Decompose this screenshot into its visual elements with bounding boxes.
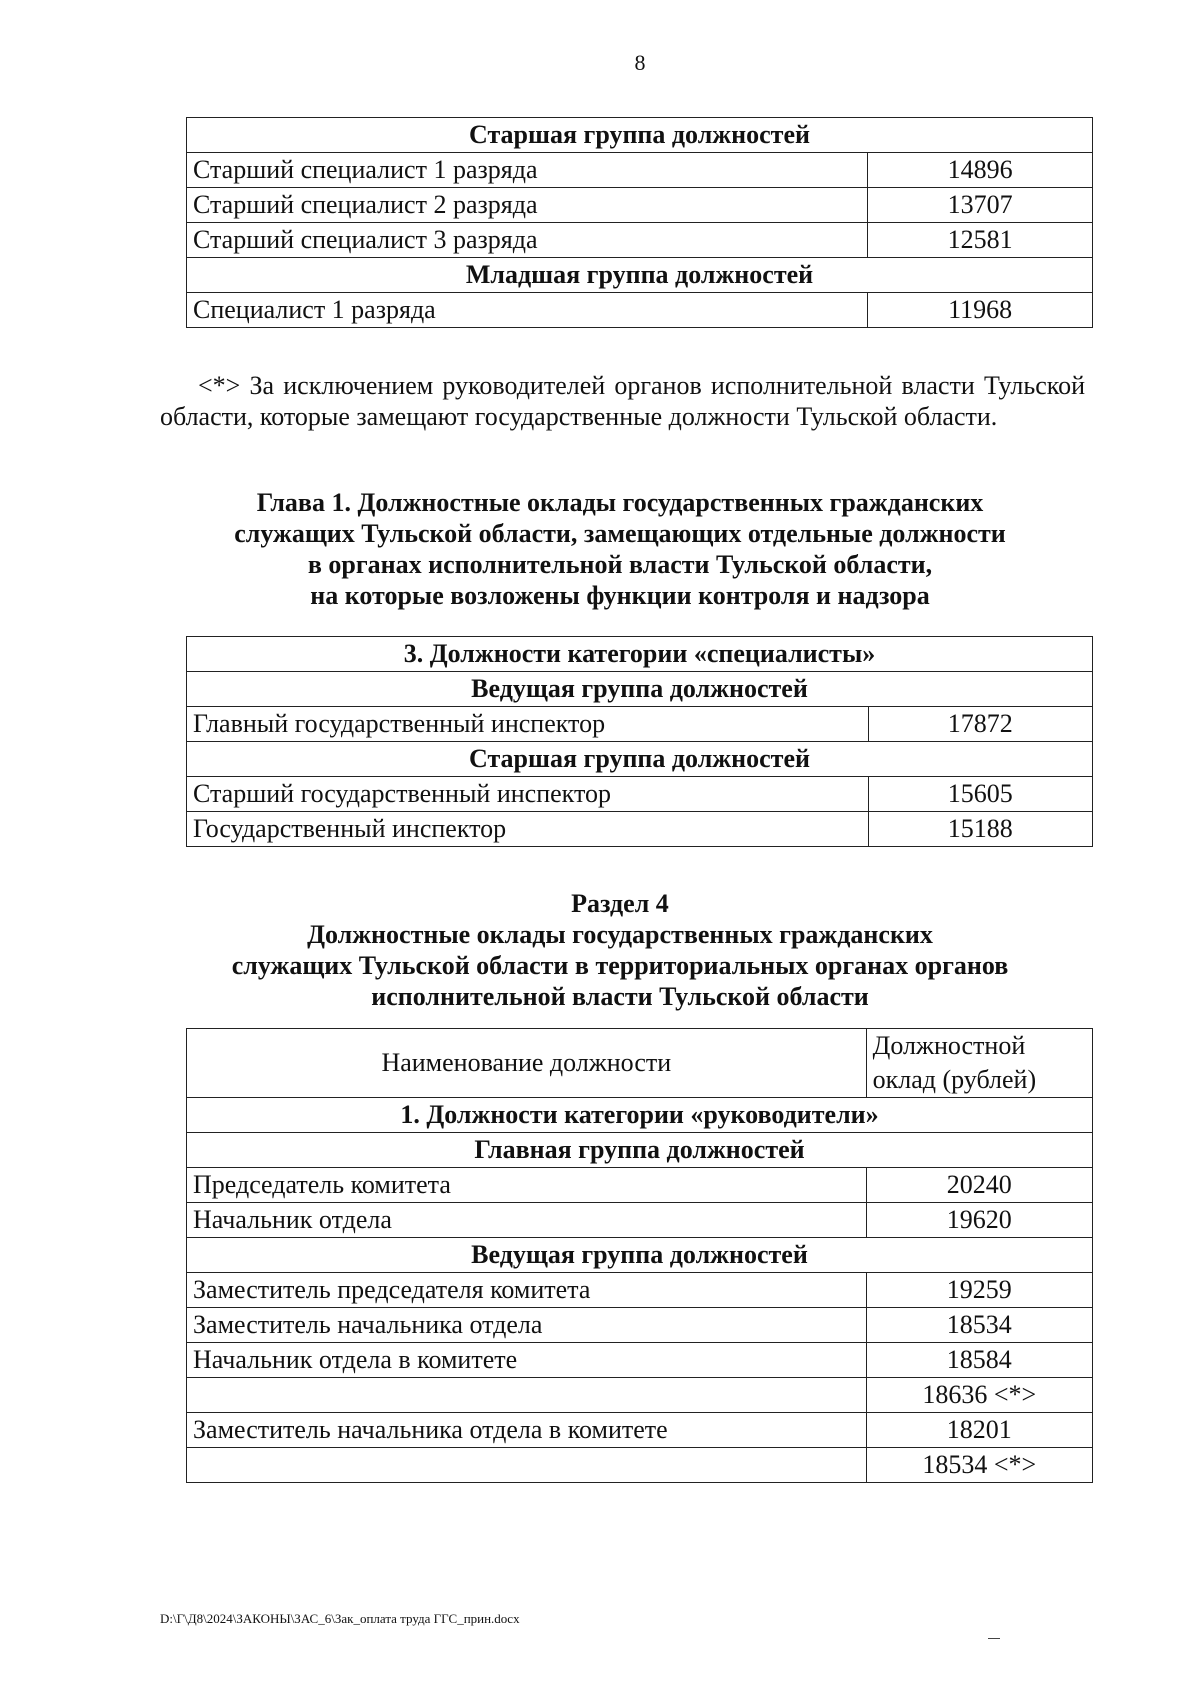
salary-value: 20240 <box>866 1168 1092 1203</box>
group-label: Старшая группа должностей <box>187 118 1093 153</box>
heading-line: на которые возложены функции контроля и надзора <box>310 581 930 610</box>
group-row <box>187 637 1093 672</box>
group-label: 1. Должности категории «руководители» <box>187 1098 1093 1133</box>
salary-table-territorial <box>186 1028 1093 1483</box>
position-name: Старший специалист 1 разряда <box>187 153 868 188</box>
heading-line: в органах исполнительной власти Тульской области, <box>307 550 933 579</box>
group-label: Младшая группа должностей <box>187 258 1093 293</box>
salary-table-inspectors <box>186 636 1093 847</box>
group-row <box>187 118 1093 153</box>
salary-value: 18534 <*> <box>866 1448 1092 1483</box>
group-label: Старшая группа должностей <box>187 742 1093 777</box>
column-header-position: Наименование должности <box>187 1029 867 1098</box>
table-row <box>187 1448 1093 1483</box>
group-row <box>187 1133 1093 1168</box>
salary-value: 18636 <*> <box>866 1378 1092 1413</box>
group-row <box>187 672 1093 707</box>
salary-value: 14896 <box>868 153 1093 188</box>
file-path-footer: D:\Г\Д8\2024\ЗАКОНЫ\ЗАС_6\Зак_оплата труда ГГС_прин.docx <box>160 1611 520 1626</box>
position-name: Главный государственный инспектор <box>187 707 869 742</box>
heading-line: Должностные оклады государственных гражданских <box>307 920 933 949</box>
position-name: Председатель комитета <box>187 1168 867 1203</box>
salary-value: 11968 <box>868 293 1093 328</box>
page-mark <box>988 1638 1000 1639</box>
group-label: 3. Должности категории «специалисты» <box>187 637 1093 672</box>
position-name: Начальник отдела в комитете <box>187 1343 867 1378</box>
table-row <box>187 153 1093 188</box>
salary-value: 13707 <box>868 188 1093 223</box>
salary-value: 19259 <box>866 1273 1092 1308</box>
group-row <box>187 258 1093 293</box>
salary-value: 12581 <box>868 223 1093 258</box>
position-name: Государственный инспектор <box>187 812 869 847</box>
position-name: Заместитель председателя комитета <box>187 1273 867 1308</box>
footnote: <*> За исключением руководителей органов исполнительной власти Тульской области, которые замещают государственные должности Тульской области. <box>160 371 1085 431</box>
group-row <box>187 1238 1093 1273</box>
table-row <box>187 188 1093 223</box>
table-row <box>187 1308 1093 1343</box>
salary-value: 18534 <box>866 1308 1092 1343</box>
group-label: Ведущая группа должностей <box>187 1238 1093 1273</box>
position-name <box>187 1448 867 1483</box>
table-row <box>187 812 1093 847</box>
position-name: Начальник отдела <box>187 1203 867 1238</box>
position-name: Старший государственный инспектор <box>187 777 869 812</box>
header-row <box>187 1029 1093 1098</box>
position-name <box>187 1378 867 1413</box>
heading-line: Раздел 4 <box>571 889 669 918</box>
heading-line: служащих Тульской области, замещающих отдельные должности <box>234 519 1006 548</box>
position-name: Старший специалист 2 разряда <box>187 188 868 223</box>
salary-table-senior-junior <box>186 117 1093 328</box>
heading-line: служащих Тульской области в территориальных органах органов <box>231 951 1009 980</box>
salary-value: 15188 <box>868 812 1092 847</box>
table-header <box>187 1029 1093 1098</box>
table-row <box>187 1413 1093 1448</box>
section-4-heading <box>160 888 1080 1012</box>
table-row <box>187 1343 1093 1378</box>
table-row <box>187 223 1093 258</box>
table-row <box>187 1273 1093 1308</box>
salary-value: 15605 <box>868 777 1092 812</box>
salary-value: 18584 <box>866 1343 1092 1378</box>
group-label: Главная группа должностей <box>187 1133 1093 1168</box>
chapter-1-heading <box>160 487 1080 611</box>
group-label: Ведущая группа должностей <box>187 672 1093 707</box>
position-name: Старший специалист 3 разряда <box>187 223 868 258</box>
heading-line: исполнительной власти Тульской области <box>371 982 869 1011</box>
table-row <box>187 707 1093 742</box>
position-name: Заместитель начальника отдела <box>187 1308 867 1343</box>
salary-value: 18201 <box>866 1413 1092 1448</box>
table-row <box>187 1168 1093 1203</box>
table-row <box>187 1203 1093 1238</box>
salary-value: 19620 <box>866 1203 1092 1238</box>
table-row <box>187 777 1093 812</box>
table-body <box>187 637 1093 847</box>
table-body <box>187 1098 1093 1483</box>
heading-line: Глава 1. Должностные оклады государственных гражданских <box>256 488 984 517</box>
salary-value: 17872 <box>868 707 1092 742</box>
column-header-salary: Должностной оклад (рублей) <box>866 1029 1092 1098</box>
group-row <box>187 742 1093 777</box>
position-name: Специалист 1 разряда <box>187 293 868 328</box>
table-row <box>187 1378 1093 1413</box>
table-row <box>187 293 1093 328</box>
page-number: 8 <box>634 50 646 75</box>
group-row <box>187 1098 1093 1133</box>
position-name: Заместитель начальника отдела в комитете <box>187 1413 867 1448</box>
table-body <box>187 118 1093 328</box>
